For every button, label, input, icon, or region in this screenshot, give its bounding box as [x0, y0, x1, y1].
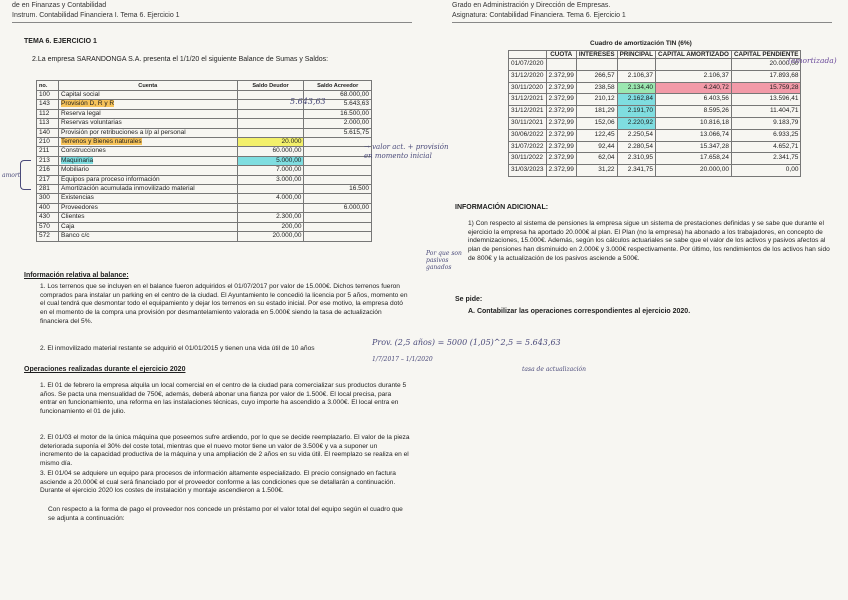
amort-cell: 2.372,99: [546, 70, 576, 82]
balance-row: [37, 185, 372, 194]
handwritten-brace: [20, 160, 31, 190]
balance-cuenta: Proveedores: [59, 203, 238, 212]
intro-text: La empresa SARANDONGA S.A. presenta el 1/1/20 el siguiente Balance de Sumas y Saldos:: [37, 56, 329, 63]
balance-deudor: 3.000,00: [237, 175, 304, 184]
balance-no: 140: [37, 128, 59, 137]
balance-row: [37, 194, 372, 203]
highlight-mark: Provisión D, R y R: [61, 100, 115, 108]
amort-cell: 0,00: [731, 165, 801, 177]
ops-item-3: [40, 470, 410, 496]
handwritten-rate-note: tasa de actualización: [522, 366, 586, 373]
info-item-2-text: El inmovilizado material restante se adquirió el 01/01/2015 y tienen una vida útil de 10 años: [47, 345, 315, 352]
balance-deudor: [237, 203, 304, 212]
balance-row: [37, 232, 372, 241]
amort-col-header: [509, 51, 547, 59]
balance-deudor: 2.300,00: [237, 213, 304, 222]
amort-row: [509, 94, 801, 106]
ops-item-1-text: El 01 de febrero la empresa alquila un local comercial en el centro de la ciudad para comercializar sus productos durante 5 años. Se pacta una mensualidad de 750€, además, deberá abonar una fianza por valor de 1.500€. El local precisa, para entrar en funcionamiento, una reforma en las instalaciones técnicas, cuyo importe ha ascendido a 3.000€. El local entra en funcionamiento el 01 de julio.: [40, 382, 407, 416]
amort-cell: 2.372,99: [546, 153, 576, 165]
balance-acreedor: 16.500: [304, 185, 372, 194]
balance-deudor: 7.000,00: [237, 166, 304, 175]
amort-cell: 2.372,99: [546, 82, 576, 94]
amort-col-header: CAPITAL AMORTIZADO: [656, 51, 732, 59]
amort-cell: 9.183,79: [731, 117, 801, 129]
balance-deudor: [237, 119, 304, 128]
balance-no: 211: [37, 147, 59, 156]
balance-row: [37, 109, 372, 118]
amort-cell: 2.106,37: [656, 70, 732, 82]
amort-cell: 2.162,84: [617, 94, 655, 106]
info-item-2-number: 2.: [40, 345, 48, 352]
ops-item-4-text: Con respecto a la forma de pago el proveedor nos concede un préstamo por el valor total del equipo según el cuadro que se adjunta a continuación:: [48, 506, 403, 522]
amort-cell: 266,57: [576, 70, 617, 82]
amort-cell: 13.066,74: [656, 129, 732, 141]
ops-title: Operaciones realizadas durante el ejercicio 2020: [24, 366, 186, 373]
amort-date: 30/06/2022: [509, 129, 547, 141]
balance-no: 213: [37, 156, 59, 165]
balance-cuenta: Existencias: [59, 194, 238, 203]
left-header-line1: de en Finanzas y Contabilidad: [12, 2, 107, 9]
ops-item-3-number: 3.: [40, 470, 48, 477]
balance-cuenta: Amortización acumulada inmovilizado material: [59, 185, 238, 194]
balance-no: 113: [37, 119, 59, 128]
amort-cell: 152,06: [576, 117, 617, 129]
amort-cell: 62,04: [576, 153, 617, 165]
info-item-1-text: Los terrenos que se incluyen en el balance fueron adquiridos el 01/07/2017 por valor de 15.000€. Dichos terrenos fueron comprados para instalar un parking en el centro de la ciudad. El Ayuntamiento le concedió la licencia por 5 años, momento en el cual tendrá que desmontar todo el equipamiento y dejar los terrenos en su estado inicial. Por ese motivo, la empresa dotó en el momento de la compra una provisión por desmantelamiento valorada en 5.000€ siendo la tasa de actualización financiera del 5%.: [40, 283, 408, 325]
balance-deudor: 20.000: [237, 138, 304, 147]
balance-deudor: 4.000,00: [237, 194, 304, 203]
balance-acreedor: [304, 222, 372, 231]
amort-row: [509, 153, 801, 165]
amort-cell: 20.000,00: [731, 59, 801, 71]
amort-cell: [656, 59, 732, 71]
info-adicional-text: [468, 220, 830, 264]
balance-cuenta: Banco c/c: [59, 232, 238, 241]
balance-no: 281: [37, 185, 59, 194]
amort-cell: 6.933,25: [731, 129, 801, 141]
amort-date: 01/07/2020: [509, 59, 547, 71]
amort-cell: 17.893,68: [731, 70, 801, 82]
balance-row: [37, 222, 372, 231]
amort-cell: 20.000,00: [656, 165, 732, 177]
balance-acreedor: [304, 138, 372, 147]
amort-date: 31/07/2022: [509, 141, 547, 153]
balance-cuenta: Provisión por retribuciones a l/p al personal: [59, 128, 238, 137]
amort-cell: 2.372,99: [546, 165, 576, 177]
amort-cell: 92,44: [576, 141, 617, 153]
amort-col-header: CAPITAL PENDIENTE: [731, 51, 801, 59]
amort-cell: 2.191,70: [617, 106, 655, 118]
balance-acreedor: 5.643,63: [304, 100, 372, 109]
header-cuenta: Cuenta: [59, 81, 238, 91]
amort-cell: 4.240,72: [656, 82, 732, 94]
amort-cell: 2.134,40: [617, 82, 655, 94]
handwritten-amortizada: (amortizada): [788, 56, 837, 65]
amort-cell: 2.310,95: [617, 153, 655, 165]
balance-deudor: 60.000,00: [237, 147, 304, 156]
amort-cell: 11.404,71: [731, 106, 801, 118]
right-header-rule: [452, 22, 832, 23]
balance-row: [37, 119, 372, 128]
balance-cuenta: Construcciones: [59, 147, 238, 156]
balance-row: [37, 203, 372, 212]
amort-cell: 2.372,99: [546, 94, 576, 106]
amort-cell: 8.595,26: [656, 106, 732, 118]
balance-deudor: [237, 128, 304, 137]
amort-date: 31/12/2021: [509, 106, 547, 118]
balance-acreedor: [304, 175, 372, 184]
amort-col-header: PRINCIPAL: [617, 51, 655, 59]
balance-deudor: 5.000,00: [237, 156, 304, 165]
amort-cell: 210,12: [576, 94, 617, 106]
balance-row: [37, 213, 372, 222]
balance-row: [37, 138, 372, 147]
ops-item-1-number: 1.: [40, 382, 48, 389]
balance-cuenta: [59, 156, 238, 165]
amort-cell: 13.596,41: [731, 94, 801, 106]
info-item-2: [40, 345, 410, 354]
balance-cuenta: Reserva legal: [59, 109, 238, 118]
ops-item-2: [40, 434, 410, 469]
amort-cell: 2.372,99: [546, 106, 576, 118]
amort-row: [509, 59, 801, 71]
balance-no: 100: [37, 91, 59, 100]
amort-cell: 15.347,28: [656, 141, 732, 153]
balance-acreedor: [304, 147, 372, 156]
ops-item-2-number: 2.: [40, 434, 48, 441]
balance-no: 300: [37, 194, 59, 203]
handwritten-dates: 1/7/2017 – 1/1/2020: [372, 356, 433, 363]
info-balance-title: Información relativa al balance:: [24, 272, 129, 279]
amort-date: 31/12/2020: [509, 70, 547, 82]
balance-no: 210: [37, 138, 59, 147]
balance-no: 570: [37, 222, 59, 231]
header-no: no.: [37, 81, 59, 91]
ops-item-2-text: El 01/03 el motor de la única máquina que poseemos sufre ardiendo, por lo que se decide reemplazarlo. El valor de la pieza deteriorada suponía el 30% del coste total, mientras que el nuevo motor tiene un valor de 3.500€ y va a suponer un incremento de la capacidad productiva de la máquina y una ampliación de 2 años en su vida útil. El reemplazo se realiza en el mismo día.: [40, 434, 410, 468]
info-adicional-body: 1) Con respecto al sistema de pensiones la empresa sigue un sistema de prestaciones definidas y se sabe que durante el ejercicio la empresa ha aportado 20.000€ al plan. El Plan (no la empresa) ha abonado a los trabajadores, en concepto de indemnizaciones, 15.000€. Además, según los cálculos actuariales se sabe que el valor de los activos y pasivos afectos al plan de pensiones han disminuido en 2.000€ y 3.000€ respectivamente. Por último, los rendimientos de los activos han sido de 800€ y la actualización de los pasivos asciende a 500€.: [468, 220, 830, 262]
info-item-1: [40, 283, 410, 327]
info-item-1-number: 1.: [40, 283, 48, 290]
right-header-line2: Asignatura: Contabilidad Financiera. Tema 6. Ejercicio 1: [452, 12, 626, 19]
balance-row: [37, 156, 372, 165]
right-header-line1: Grado en Administración y Dirección de Empresas.: [452, 2, 611, 9]
amort-cell: 2.220,92: [617, 117, 655, 129]
balance-deudor: [237, 185, 304, 194]
amort-header-row: [509, 51, 801, 59]
balance-row: [37, 147, 372, 156]
amort-date: 30/11/2020: [509, 82, 547, 94]
balance-no: 217: [37, 175, 59, 184]
balance-acreedor: [304, 156, 372, 165]
header-deudor: Saldo Deudor: [237, 81, 304, 91]
amort-col-header: INTERESES: [576, 51, 617, 59]
amort-date: 31/12/2021: [509, 94, 547, 106]
handwritten-provision-formula: Prov. (2,5 años) = 5000 (1,05)^2,5 = 5.643,63: [372, 338, 561, 347]
se-pide-label: Se pide:: [455, 296, 483, 303]
handwritten-valor-act: → valor act. + provisión en momento inicial: [364, 143, 449, 160]
balance-acreedor: [304, 194, 372, 203]
left-header-line2: Instrum. Contabilidad Financiera I. Tema 6. Ejercicio 1: [12, 12, 180, 19]
amort-cell: 6.403,56: [656, 94, 732, 106]
amort-col-header: CUOTA: [546, 51, 576, 59]
balance-cuenta: [59, 100, 238, 109]
amort-row: [509, 129, 801, 141]
amort-cell: 238,58: [576, 82, 617, 94]
header-acreedor: Saldo Acreedor: [304, 81, 372, 91]
amort-cell: 2.341,75: [617, 165, 655, 177]
amort-cell: [617, 59, 655, 71]
amort-row: [509, 70, 801, 82]
balance-acreedor: 5.615,75: [304, 128, 372, 137]
balance-acreedor: [304, 166, 372, 175]
handwritten-total: 5.643,63: [290, 97, 326, 106]
amort-row: [509, 82, 801, 94]
amort-cell: 15.759,28: [731, 82, 801, 94]
balance-acreedor: 6.000,00: [304, 203, 372, 212]
balance-cuenta: Reservas voluntarias: [59, 119, 238, 128]
balance-no: 143: [37, 100, 59, 109]
amort-cell: 2.341,75: [731, 153, 801, 165]
balance-no: 400: [37, 203, 59, 212]
amort-date: 30/11/2021: [509, 117, 547, 129]
amort-row: [509, 106, 801, 118]
tema-title: TEMA 6. EJERCICIO 1: [24, 38, 97, 45]
amort-table-title: Cuadro de amortización TIN (6%): [590, 40, 692, 47]
amort-row: [509, 141, 801, 153]
amort-cell: 2.372,99: [546, 129, 576, 141]
balance-no: 112: [37, 109, 59, 118]
amort-cell: 10.816,18: [656, 117, 732, 129]
balance-cuenta: Mobiliario: [59, 166, 238, 175]
balance-cuenta: [59, 138, 238, 147]
highlight-mark: Maquinaria: [61, 156, 94, 164]
ops-item-3-text: El 01/04 se adquiere un equipo para procesos de información altamente especializado. El precio consignado en factura asciende a 20.000€ el cual será financiado por el proveedor conforme a las condiciones que se detallarán a continuación. Durante el ejercicio 2020 los costes de instalación y montaje ascendieron a 1.500€.: [40, 470, 396, 495]
balance-no: 430: [37, 213, 59, 222]
handwritten-pensiones-note: Por que son pasivos ganados: [426, 250, 462, 271]
balance-row: [37, 166, 372, 175]
balance-acreedor: [304, 213, 372, 222]
balance-cuenta: Clientes: [59, 213, 238, 222]
amort-cell: 2.372,99: [546, 117, 576, 129]
amort-cell: 181,29: [576, 106, 617, 118]
balance-row: [37, 128, 372, 137]
amort-cell: 2.280,54: [617, 141, 655, 153]
balance-acreedor: 2.000,00: [304, 119, 372, 128]
balance-acreedor: 16.500,00: [304, 109, 372, 118]
highlight-mark: Terrenos y Bienes naturales: [61, 138, 142, 146]
balance-deudor: 200,00: [237, 222, 304, 231]
amort-cell: 2.106,37: [617, 70, 655, 82]
balance-cuenta: Capital social: [59, 91, 238, 100]
balance-acreedor: [304, 232, 372, 241]
balance-cuenta: Equipos para proceso información: [59, 175, 238, 184]
left-header-rule: [12, 22, 412, 23]
ops-item-4: [48, 506, 410, 523]
amort-row: [509, 117, 801, 129]
task-a: A. Contabilizar las operaciones correspondientes al ejercicio 2020.: [468, 308, 691, 315]
balance-no: 572: [37, 232, 59, 241]
amort-cell: [576, 59, 617, 71]
balance-deudor: [237, 109, 304, 118]
balance-cuenta: Caja: [59, 222, 238, 231]
balance-row: [37, 175, 372, 184]
balance-deudor: 20.000,00: [237, 232, 304, 241]
info-adicional-title: INFORMACIÓN ADICIONAL:: [455, 204, 549, 211]
amort-cell: [546, 59, 576, 71]
handwritten-amort: amort: [2, 172, 21, 179]
amort-row: [509, 165, 801, 177]
balance-acreedor: 68.000,00: [304, 91, 372, 100]
amort-cell: 17.658,24: [656, 153, 732, 165]
amort-date: 30/11/2022: [509, 153, 547, 165]
balance-header-row: [37, 81, 372, 91]
balance-no: 216: [37, 166, 59, 175]
ops-item-1: [40, 382, 410, 417]
amort-cell: 31,22: [576, 165, 617, 177]
amort-date: 31/03/2023: [509, 165, 547, 177]
amort-cell: 2.250,54: [617, 129, 655, 141]
balance-intro: 2.La empresa SARANDONGA S.A. presenta el 1/1/20 el siguiente Balance de Sumas y Saldos:: [32, 56, 329, 63]
amort-cell: 122,45: [576, 129, 617, 141]
amortization-table: [508, 50, 801, 177]
amort-cell: 4.652,71: [731, 141, 801, 153]
amort-cell: 2.372,99: [546, 141, 576, 153]
